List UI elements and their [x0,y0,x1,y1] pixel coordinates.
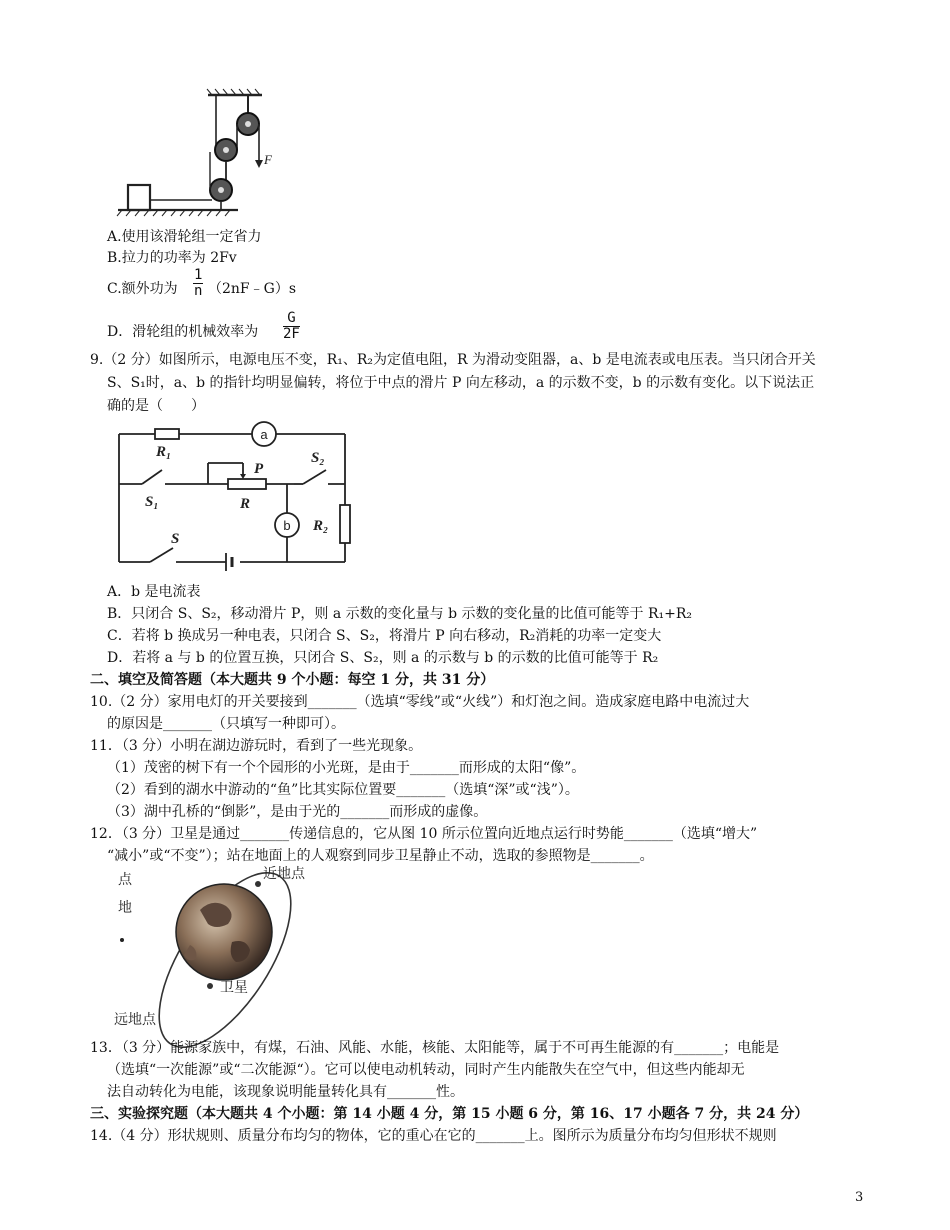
q9-option-d: D．若将 a 与 b 的位置互换，只闭合 S、S₂，则 a 的示数与 b 的示数的比值可能等于 R₂ [107,650,659,666]
q11-line1: 11．（3 分）小明在湖边游玩时，看到了一些光现象。 [90,738,423,754]
label-s1: S₁ [145,494,159,510]
q13-line2: （选填“一次能源”或“二次能源“）。它可以使电动机转动，同时产生内能散失在空气中，但这些内能却无 [107,1062,745,1078]
section-3-heading: 三、实验探究题（本大题共 4 个小题：第 14 小题 4 分，第 15 小题 6 分，第 16、17 小题各 7 分，共 24 分） [90,1106,809,1122]
q8-option-c-suffix: （2nF﹣G）s [208,281,297,297]
meter-a-label: a [260,427,268,442]
q12-line1: 12．（3 分）卫星是通过_______传递信息的，它从图 10 所示位置向近地点运行时势能_______（选填“增大” [90,826,758,842]
q10-line2: 的原因是_______（只填写一种即可）。 [107,716,345,732]
label-r1: R₁ [156,444,172,460]
q12-line2: “减小”或“不变”）；站在地面上的人观察到同步卫星静止不动，选取的参照物是_______。 [107,848,654,864]
q8-option-d-fraction: $\frac{G}{2F}$ [283,310,300,342]
side-label-1: 点 [118,872,132,888]
q13-line3: 法自动转化为电能，该现象说明能量转化具有_______性。 [107,1084,464,1100]
label-r: R [240,496,251,512]
q11-sub3: （3）湖中孔桥的“倒影”，是由于光的_______而形成的虚像。 [107,804,488,820]
q8-option-a: A.使用该滑轮组一定省力 [107,229,262,245]
satellite-label: 卫星 [220,980,248,996]
q11-sub1: （1）茂密的树下有一个个园形的小光斑，是由于_______而形成的太阳“像”。 [107,760,586,776]
q8-option-d-prefix: D．滑轮组的机械效率为 [107,324,259,340]
q9-line1: 9.（2 分）如图所示，电源电压不变，R₁、R₂为定值电阻，R 为滑动变阻器，a、b 是电流表或电压表。当只闭合开关 [90,352,816,368]
label-r2: R₂ [313,518,329,534]
near-point-label: 近地点 [263,866,305,882]
meter-b-label: b [283,518,291,533]
force-label: F [264,152,272,167]
q9-option-a: A．b 是电流表 [107,584,201,600]
section-2-heading: 二、填空及简答题（本大题共 9 个小题：每空 1 分，共 31 分） [90,672,495,688]
label-s: S [171,531,180,547]
label-p: P [254,461,264,477]
q9-line3: 确的是（ ） [107,398,205,414]
page-number: 3 [855,1190,864,1205]
q9-option-b: B．只闭合 S、S₂，移动滑片 P，则 a 示数的变化量与 b 示数的变化量的比值可能等于 R₁+R₂ [107,606,692,622]
label-s2: S₂ [311,450,325,466]
q10-line1: 10.（2 分）家用电灯的开关要接到_______（选填“零线”或“火线”）和灯泡之间。造成家庭电路中电流过大 [90,694,750,710]
q9-line2: S、S₁时，a、b 的指针均明显偏转，将位于中点的滑片 P 向左移动，a 的示数不变，b 的示数有变化。以下说法正 [107,375,815,391]
q8-option-b: B.拉力的功率为 2Fv [107,250,237,266]
q9-option-c: C．若将 b 换成另一种电表，只闭合 S、S₂，将滑片 P 向右移动，R₂消耗的功率一定变大 [107,628,662,644]
q14-line1: 14.（4 分）形状规则、质量分布均匀的物体，它的重心在它的_______上。图所示为质量分布均匀但形状不规则 [90,1128,777,1144]
q11-sub2: （2）看到的湖水中游动的“鱼”比其实际位置要_______（选填“深”或“浅”）。 [107,782,579,798]
side-label-2: 地 [118,900,132,916]
q8-option-c-prefix: C.额外功为 [107,281,178,297]
q13-line1: 13．（3 分）能源家族中，有煤，石油、风能、水能，核能、太阳能等，属于不可再生能源的有_______；电能是 [90,1040,780,1056]
far-point-label: 远地点 [114,1012,156,1028]
q8-option-c-fraction: $\frac{1}{n}$ [194,267,203,299]
